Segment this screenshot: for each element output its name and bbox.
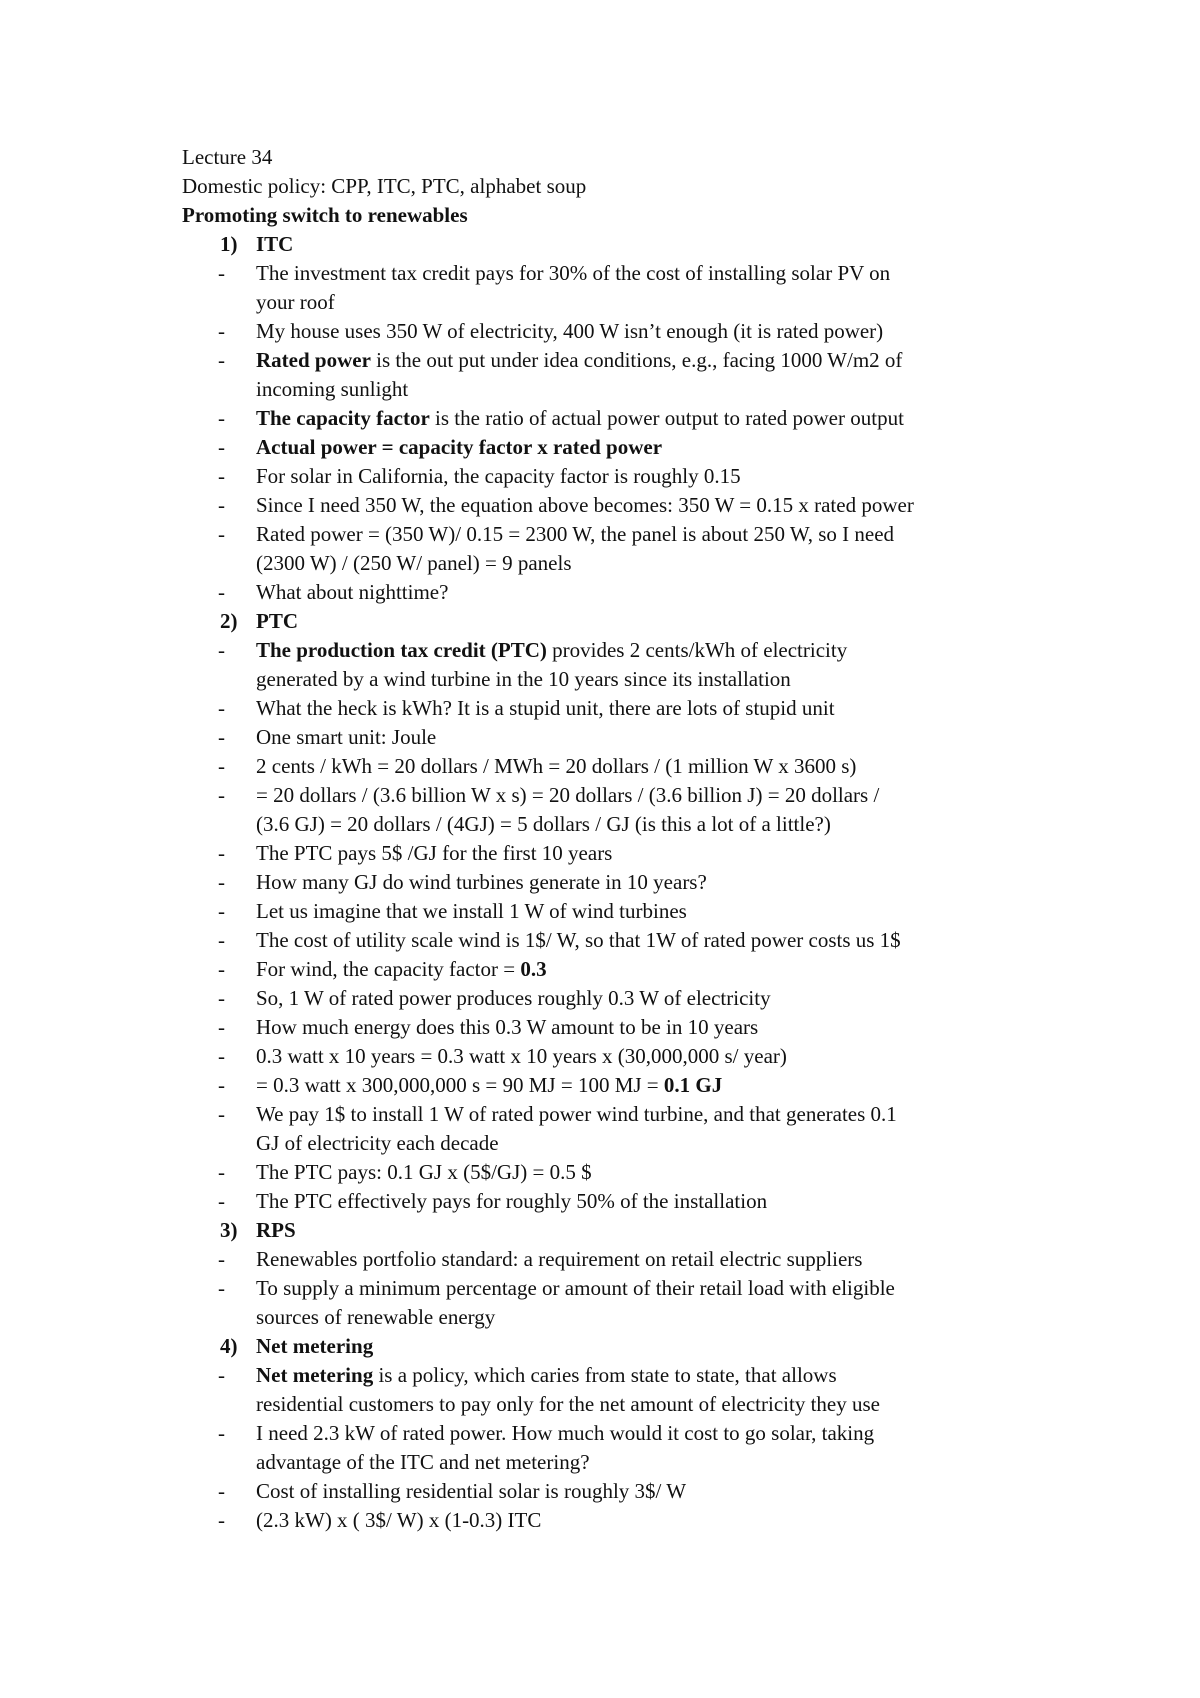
bullet-item	[182, 462, 1062, 491]
bullet-text-bold: 0.1 GJ	[663, 1073, 723, 1097]
bullet-item	[182, 1477, 1062, 1506]
bullet-text-run: The PTC pays: 0.1 GJ x (5$/GJ) = 0.5 $	[256, 1160, 592, 1184]
bullet-text	[256, 1419, 1062, 1477]
bullet-dash: -	[218, 522, 225, 546]
bullet-item	[182, 259, 1062, 317]
section-number: 4)	[220, 1334, 238, 1358]
bullet-text-bold: 0.3	[520, 957, 547, 981]
bullet-text-run: The cost of utility scale wind is 1$/ W, so that 1W of rated power costs us 1$	[256, 928, 901, 952]
bullet-dash: -	[218, 261, 225, 285]
section-title	[182, 607, 1062, 636]
bullet-text	[256, 868, 1062, 897]
bullet-text-run: We pay 1$ to install 1 W of rated power wind turbine, and that generates 0.1 GJ of electricity each decade	[256, 1102, 897, 1155]
bullet-text-run: The investment tax credit pays for 30% of the cost of installing solar PV on your roof	[256, 261, 891, 314]
bullet-text-run: 0.3 watt x 10 years = 0.3 watt x 10 years x (30,000,000 s/ year)	[256, 1044, 787, 1068]
bullet-item	[182, 1013, 1062, 1042]
bullet-item	[182, 1071, 1062, 1100]
bullet-text	[256, 636, 1062, 694]
bullet-text	[256, 346, 1062, 404]
bullet-text	[256, 1361, 1062, 1419]
bullet-dash: -	[218, 986, 225, 1010]
bullet-text-run: One smart unit: Joule	[256, 725, 437, 749]
section-title-text: Net metering	[256, 1334, 374, 1358]
section-title-text: PTC	[256, 609, 298, 633]
bullet-text	[256, 955, 1062, 984]
bullet-text-run: For wind, the capacity factor =	[256, 957, 521, 981]
bullet-text	[256, 781, 1062, 839]
bullet-text	[256, 317, 1062, 346]
bullet-dash: -	[218, 464, 225, 488]
bullet-dash: -	[218, 1015, 225, 1039]
bullet-item	[182, 1042, 1062, 1071]
bullet-item	[182, 868, 1062, 897]
bullet-text-run: is the out put under idea conditions, e.g., facing 1000 W/m2 of incoming sunlight	[256, 348, 903, 401]
bullet-text	[256, 1477, 1062, 1506]
bullet-item	[182, 984, 1062, 1013]
bullet-dash: -	[218, 899, 225, 923]
bullet-dash: -	[218, 928, 225, 952]
bullet-item	[182, 897, 1062, 926]
bullet-text	[256, 520, 1062, 578]
bullet-dash: -	[218, 493, 225, 517]
bullet-dash: -	[218, 783, 225, 807]
bullet-text-run: How many GJ do wind turbines generate in 10 years?	[256, 870, 707, 894]
bullet-dash: -	[218, 1363, 225, 1387]
bullet-text	[256, 1245, 1062, 1274]
bullet-item	[182, 839, 1062, 868]
bullet-text	[256, 1042, 1062, 1071]
bullet-text-run: So, 1 W of rated power produces roughly 0.3 W of electricity	[256, 986, 771, 1010]
bullet-dash: -	[218, 725, 225, 749]
bullet-text-run: The PTC pays 5$ /GJ for the first 10 years	[256, 841, 613, 865]
bullet-item	[182, 1158, 1062, 1187]
bullet-text	[256, 694, 1062, 723]
bullet-text-run: Let us imagine that we install 1 W of wind turbines	[256, 899, 687, 923]
bullet-text	[256, 259, 1062, 317]
bullet-text-run: = 20 dollars / (3.6 billion W x s) = 20 dollars / (3.6 billion J) = 20 dollars / (3.6 GJ) = 20 dollars / (4GJ) = 5 dollars / GJ (is this a lot of a little?)	[256, 783, 880, 836]
bullet-dash: -	[218, 348, 225, 372]
bullet-text	[256, 752, 1062, 781]
bullet-dash: -	[218, 1276, 225, 1300]
section-number: 2)	[220, 609, 238, 633]
bullet-text-run: For solar in California, the capacity factor is roughly 0.15	[256, 464, 741, 488]
section-heading: Promoting switch to renewables	[182, 203, 468, 227]
bullet-dash: -	[218, 435, 225, 459]
bullet-text	[256, 1187, 1062, 1216]
bullet-item	[182, 520, 1062, 578]
bullet-text-run: Cost of installing residential solar is roughly 3$/ W	[256, 1479, 687, 1503]
bullet-item	[182, 1361, 1062, 1419]
bullet-item	[182, 433, 1062, 462]
bullet-dash: -	[218, 1160, 225, 1184]
bullet-dash: -	[218, 1421, 225, 1445]
bullet-item	[182, 1100, 1062, 1158]
bullet-text	[256, 897, 1062, 926]
bullet-text	[256, 984, 1062, 1013]
bullet-text-bold: Actual power = capacity factor x rated power	[256, 435, 663, 459]
bullet-text	[256, 404, 1062, 433]
bullet-text	[256, 839, 1062, 868]
bullet-item	[182, 752, 1062, 781]
bullet-text	[256, 1274, 1062, 1332]
bullet-text	[256, 723, 1062, 752]
section-title	[182, 1216, 1062, 1245]
bullet-item	[182, 491, 1062, 520]
bullet-item	[182, 317, 1062, 346]
bullet-text-run: Since I need 350 W, the equation above becomes: 350 W = 0.15 x rated power	[256, 493, 914, 517]
bullet-text-run: 2 cents / kWh = 20 dollars / MWh = 20 dollars / (1 million W x 3600 s)	[256, 754, 857, 778]
section-title	[182, 1332, 1062, 1361]
section-title-text: RPS	[256, 1218, 296, 1242]
bullet-text	[256, 462, 1062, 491]
lecture-subtitle: Domestic policy: CPP, ITC, PTC, alphabet soup	[182, 174, 587, 198]
section-title	[182, 230, 1062, 259]
section-number: 3)	[220, 1218, 238, 1242]
bullet-item	[182, 1187, 1062, 1216]
bullet-text	[256, 1100, 1062, 1158]
bullet-text-bold: Net metering	[256, 1363, 374, 1387]
bullet-text-run: The PTC effectively pays for roughly 50% of the installation	[256, 1189, 768, 1213]
sections-list	[182, 230, 1062, 1535]
bullet-dash: -	[218, 406, 225, 430]
bullet-text	[256, 491, 1062, 520]
bullet-text-run: I need 2.3 kW of rated power. How much would it cost to go solar, taking advantage of the ITC and net metering?	[256, 1421, 875, 1474]
lecture-title: Lecture 34	[182, 145, 273, 169]
bullet-item	[182, 404, 1062, 433]
section-title-text: ITC	[256, 232, 294, 256]
bullet-text-run: How much energy does this 0.3 W amount to be in 10 years	[256, 1015, 759, 1039]
bullet-text-run: = 0.3 watt x 300,000,000 s = 90 MJ = 100 MJ =	[256, 1073, 664, 1097]
bullet-dash: -	[218, 841, 225, 865]
bullet-item	[182, 578, 1062, 607]
bullet-text	[256, 1506, 1062, 1535]
bullet-item	[182, 1245, 1062, 1274]
bullet-dash: -	[218, 870, 225, 894]
bullet-dash: -	[218, 1189, 225, 1213]
bullet-text-bold: The production tax credit (PTC)	[256, 638, 547, 662]
bullet-item	[182, 955, 1062, 984]
bullet-item	[182, 346, 1062, 404]
bullet-text-run: Rated power = (350 W)/ 0.15 = 2300 W, the panel is about 250 W, so I need (2300 W) / (250 W/ panel) = 9 panels	[256, 522, 895, 575]
bullet-text-run: is the ratio of actual power output to rated power output	[429, 406, 904, 430]
bullet-text-run: To supply a minimum percentage or amount of their retail load with eligible sources of renewable energy	[256, 1276, 895, 1329]
bullet-item	[182, 926, 1062, 955]
bullet-dash: -	[218, 638, 225, 662]
bullet-text	[256, 1013, 1062, 1042]
bullet-text-run: is a policy, which caries from state to state, that allows residential customers to pay only for the net amount of electricity they use	[256, 1363, 880, 1416]
bullet-text-run: provides 2 cents/kWh of electricity generated by a wind turbine in the 10 years since its installation	[256, 638, 848, 691]
bullet-dash: -	[218, 1102, 225, 1126]
bullet-text-run: (2.3 kW) x ( 3$/ W) x (1-0.3) ITC	[256, 1508, 542, 1532]
bullet-text-run: What the heck is kWh? It is a stupid unit, there are lots of stupid unit	[256, 696, 835, 720]
bullet-text-run: What about nighttime?	[256, 580, 449, 604]
bullet-item	[182, 636, 1062, 694]
bullet-dash: -	[218, 1508, 225, 1532]
bullet-dash: -	[218, 1479, 225, 1503]
bullet-text-run: Renewables portfolio standard: a requirement on retail electric suppliers	[256, 1247, 863, 1271]
bullet-text-bold: The capacity factor	[256, 406, 430, 430]
section-number: 1)	[220, 232, 238, 256]
bullet-dash: -	[218, 696, 225, 720]
bullet-dash: -	[218, 1044, 225, 1068]
bullet-item	[182, 1506, 1062, 1535]
bullet-item	[182, 723, 1062, 752]
bullet-text-run: My house uses 350 W of electricity, 400 W isn’t enough (it is rated power)	[256, 319, 884, 343]
bullet-text	[256, 578, 1062, 607]
bullet-text	[256, 433, 1062, 462]
bullet-item	[182, 694, 1062, 723]
bullet-item	[182, 1274, 1062, 1332]
bullet-dash: -	[218, 754, 225, 778]
bullet-dash: -	[218, 580, 225, 604]
bullet-dash: -	[218, 1247, 225, 1271]
bullet-dash: -	[218, 1073, 225, 1097]
bullet-text	[256, 926, 1062, 955]
bullet-text-bold: Rated power	[256, 348, 371, 372]
bullet-item	[182, 1419, 1062, 1477]
bullet-dash: -	[218, 957, 225, 981]
bullet-item	[182, 781, 1062, 839]
lecture-notes	[182, 143, 1062, 1535]
bullet-dash: -	[218, 319, 225, 343]
bullet-text	[256, 1071, 1062, 1100]
bullet-text	[256, 1158, 1062, 1187]
